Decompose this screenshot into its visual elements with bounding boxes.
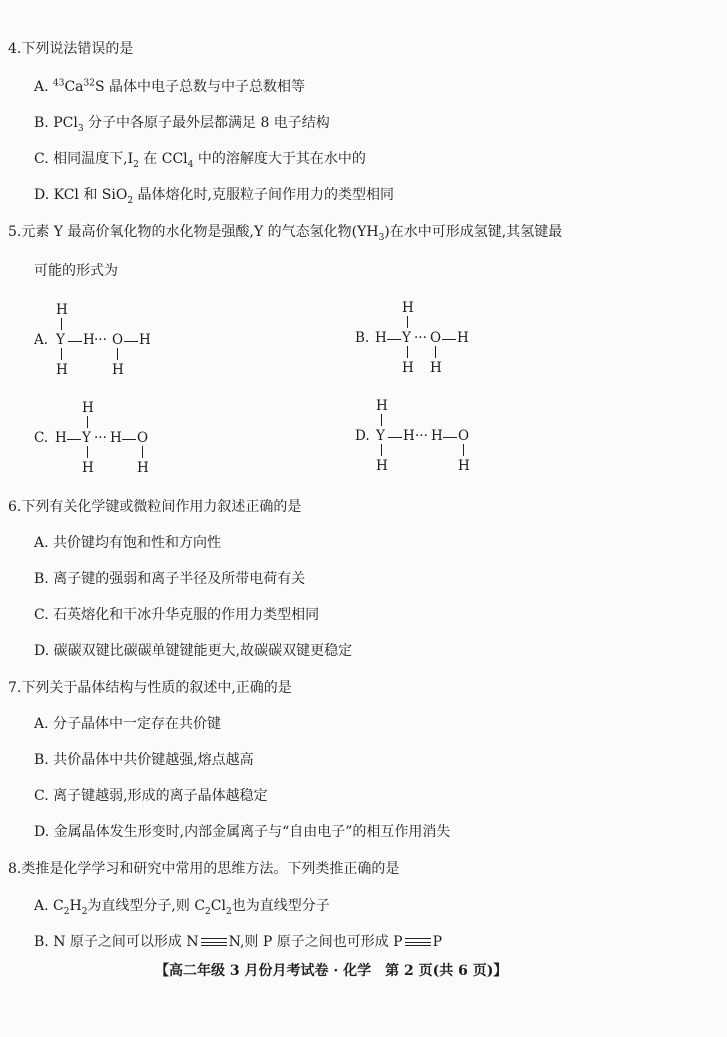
atom-h: H bbox=[458, 458, 470, 474]
page-footer: 【高二年级 3 月份月考试卷 · 化学 第 2 页(共 6 页)】 bbox=[155, 963, 508, 979]
structure-c-label: C. bbox=[34, 430, 49, 446]
q7-option-d: D. 金属晶体发生形变时,内部金属离子与“自由电子”的相互作用消失 bbox=[34, 824, 451, 840]
atom-h: H bbox=[376, 458, 388, 474]
atom-h: H bbox=[375, 330, 387, 346]
bond-line bbox=[68, 341, 82, 342]
atom-o: O bbox=[430, 330, 442, 346]
q6-stem: 6.下列有关化学键或微粒间作用力叙述正确的是 bbox=[8, 499, 302, 515]
bond-line bbox=[124, 341, 138, 342]
structure-a-label: A. bbox=[34, 332, 49, 348]
atom-h: H bbox=[402, 300, 414, 316]
q7-stem: 7.下列关于晶体结构与性质的叙述中,正确的是 bbox=[8, 680, 292, 696]
atom-h: H bbox=[431, 428, 443, 444]
triple-bond-symbol bbox=[405, 937, 431, 947]
hydrogen-bond-dots: ··· bbox=[414, 330, 427, 346]
q8-option-b: B. N 原子之间可以形成 N N,则 P 原子之间也可形成 P P bbox=[34, 934, 443, 950]
hydrogen-bond-dots: ··· bbox=[415, 428, 428, 444]
bond-line bbox=[67, 439, 81, 440]
q4-option-d: D. KCl 和 SiO$_2$ 晶体熔化时,克服粒子间作用力的类型相同 bbox=[34, 187, 394, 206]
bond-line bbox=[381, 444, 382, 456]
q5-stem: 5.元素 Y 最高价氧化物的水化物是强酸,Y 的气态氢化物$(YH_3)$在水中可形成氢键,其氢键最 bbox=[8, 224, 563, 243]
bond-line bbox=[381, 414, 382, 426]
atom-h: H bbox=[430, 360, 442, 376]
bond-line bbox=[463, 444, 464, 456]
atom-h: H bbox=[112, 362, 124, 378]
structure-b-label: B. bbox=[355, 330, 370, 346]
q4-stem: 4.下列说法错误的是 bbox=[8, 41, 134, 57]
q6-option-d: D. 碳碳双键比碳碳单键键能更大,故碳碳双键更稳定 bbox=[34, 643, 353, 659]
q6-option-a: A. 共价键均有饱和性和方向性 bbox=[34, 535, 222, 551]
atom-h: H bbox=[137, 460, 149, 476]
bond-line bbox=[387, 339, 401, 340]
bond-line bbox=[87, 446, 88, 458]
q7-option-a: A. 分子晶体中一定存在共价键 bbox=[34, 716, 222, 732]
atom-y: Y bbox=[376, 428, 385, 444]
atom-h: H bbox=[403, 428, 415, 444]
atom-h: H bbox=[402, 360, 414, 376]
atom-h: H bbox=[457, 330, 469, 346]
atom-h: H bbox=[56, 362, 68, 378]
q7-option-b: B. 共价晶体中共价键越强,熔点越高 bbox=[34, 752, 254, 768]
bond-line bbox=[122, 439, 136, 440]
bond-line bbox=[87, 416, 88, 428]
atom-h: H bbox=[55, 430, 67, 446]
atom-y: Y bbox=[82, 430, 91, 446]
q7-option-c: C. 离子键越弱,形成的离子晶体越稳定 bbox=[34, 788, 268, 804]
bond-line bbox=[388, 437, 402, 438]
atom-h: H bbox=[139, 332, 151, 348]
bond-line bbox=[61, 348, 62, 360]
triple-bond-symbol bbox=[201, 937, 227, 947]
bond-line bbox=[443, 437, 457, 438]
q8-option-a: A. $C_2H_2$为直线型分子,则 $C_2Cl_2$也为直线型分子 bbox=[34, 898, 330, 917]
hydrogen-bond-dots: ··· bbox=[94, 332, 107, 348]
atom-h: H bbox=[110, 430, 122, 446]
structure-d-label: D. bbox=[355, 428, 370, 444]
atom-y: Y bbox=[56, 332, 65, 348]
q5-stem-line2: 可能的形式为 bbox=[34, 263, 118, 279]
q6-option-b: B. 离子键的强弱和离子半径及所带电荷有关 bbox=[34, 571, 306, 587]
q8-stem: 8.类推是化学学习和研究中常用的思维方法。下列类推正确的是 bbox=[8, 861, 400, 877]
bond-line bbox=[142, 446, 143, 458]
bond-line bbox=[442, 339, 456, 340]
atom-h: H bbox=[56, 302, 68, 318]
atom-o: O bbox=[458, 428, 470, 444]
bond-line bbox=[407, 316, 408, 328]
atom-h: H bbox=[83, 332, 95, 348]
atom-h: H bbox=[82, 460, 94, 476]
bond-line bbox=[61, 318, 62, 330]
bond-line bbox=[407, 346, 408, 358]
q6-option-c: C. 石英熔化和干冰升华克服的作用力类型相同 bbox=[34, 607, 320, 623]
hydrogen-bond-dots: ··· bbox=[94, 430, 107, 446]
atom-y: Y bbox=[402, 330, 411, 346]
atom-o: O bbox=[137, 430, 149, 446]
bond-line bbox=[117, 348, 118, 360]
q4-option-b: B. PCl$_3$ 分子中各原子最外层都满足 8 电子结构 bbox=[34, 115, 330, 134]
bond-line bbox=[435, 346, 436, 358]
atom-o: O bbox=[112, 332, 124, 348]
atom-h: H bbox=[376, 398, 388, 414]
atom-h: H bbox=[82, 400, 94, 416]
q4-option-c: C. 相同温度下$,I_2$ 在 CCl$_4$ 中的溶解度大于其在水中的 bbox=[34, 151, 366, 170]
q4-option-a: A. $^{43}$Ca$^{32}$S 晶体中电子总数与中子总数相等 bbox=[34, 78, 306, 95]
